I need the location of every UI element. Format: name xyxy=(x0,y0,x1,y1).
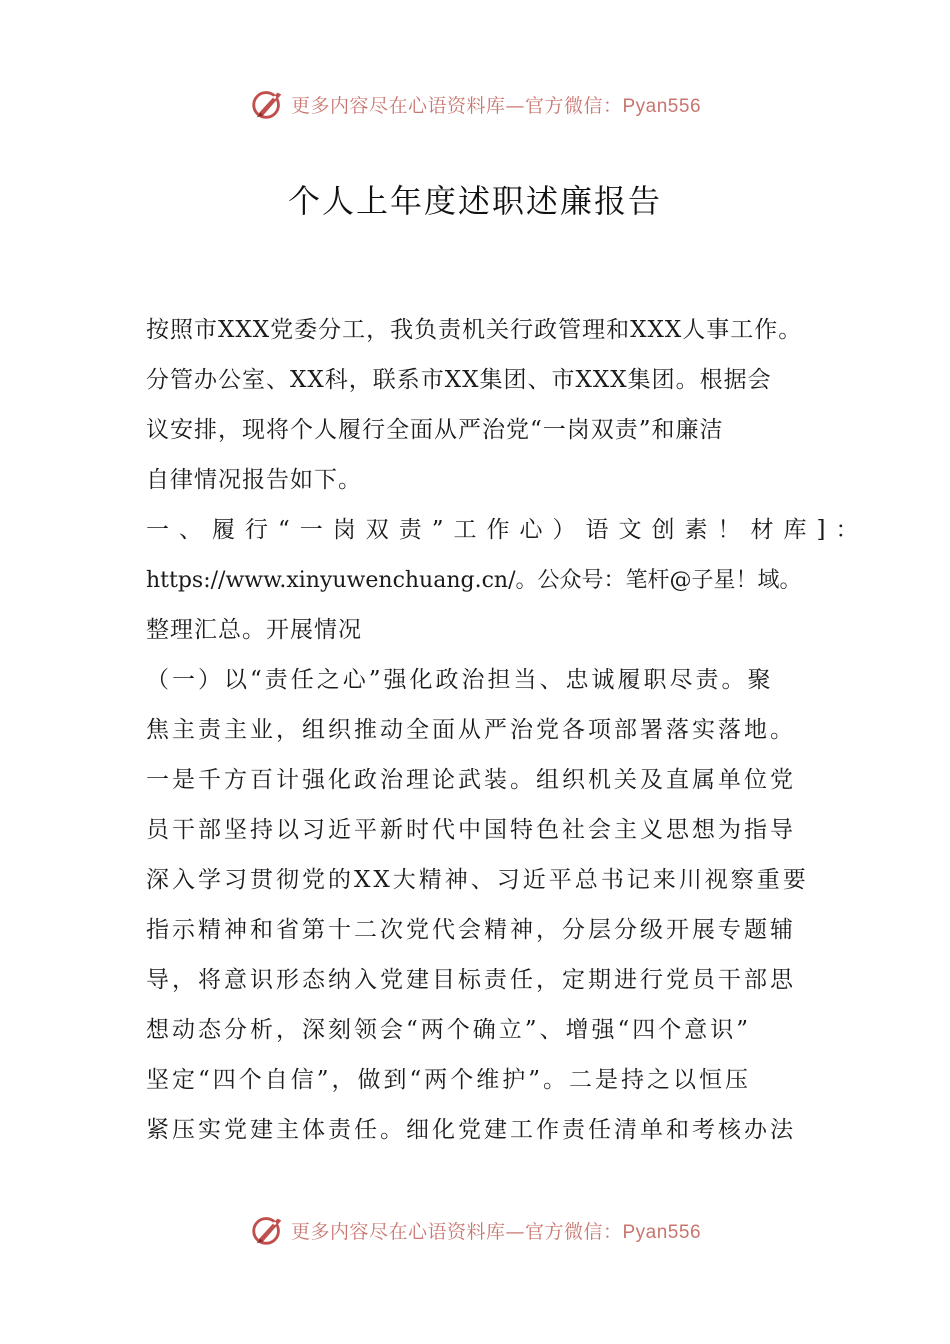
body-line: 议安排，现将个人履行全面从严治党“一岗双责”和廉洁 xyxy=(146,417,724,443)
body-line: 按照市XXX党委分工，我负责机关行政管理和XXX人事工作。 xyxy=(146,317,803,343)
body-line: 导，将意识形态纳入党建目标责任，定期进行党员干部思 xyxy=(146,967,796,993)
banner-official-label: 官方微信： xyxy=(524,1220,623,1243)
banner-main-text: 更多内容尽在心语资料库 xyxy=(290,1220,506,1243)
body-line: 员干部坚持以习近平新时代中国特色社会主义思想为指导 xyxy=(146,817,796,843)
body-line: 自律情况报告如下。 xyxy=(146,467,362,493)
body-line: 坚定“四个自信”，做到“两个维护”。二是持之以恒压 xyxy=(146,1067,752,1093)
body-line: 一、履行“一岗双责”工作心）语文创素！材库]： xyxy=(146,517,869,543)
body-line: 深入学习贯彻党的XX大精神、习近平总书记来川视察重要 xyxy=(146,867,809,893)
pen-logo-icon xyxy=(249,1211,287,1249)
document-title: 个人上年度述职述廉报告 xyxy=(287,182,662,220)
body-line: 想动态分析，深刻领会“两个确立”、增强“四个意识” xyxy=(146,1017,752,1043)
body-line: 分管办公室、XX科，联系市XX集团、市XXX集团。根据会 xyxy=(146,367,772,393)
banner-main-text: 更多内容尽在心语资料库 xyxy=(290,94,506,117)
banner-text xyxy=(291,1217,701,1244)
banner-dash: — xyxy=(505,1220,525,1243)
banner-text xyxy=(291,91,701,118)
body-line: 焦主责主业，组织推动全面从严治党各项部署落实落地。 xyxy=(146,717,796,743)
banner-dash: — xyxy=(505,94,525,117)
banner-wechat-id: Pyan556 xyxy=(622,1221,702,1243)
banner-wechat-id: Pyan556 xyxy=(622,95,702,117)
body-line: https://www.xinyuwenchuang.cn/。公众号：笔杆@子星！域。 xyxy=(146,568,802,593)
body-line: 紧压实党建主体责任。细化党建工作责任清单和考核办法 xyxy=(146,1117,796,1143)
header-banner xyxy=(0,84,950,124)
document-body xyxy=(146,305,869,1155)
body-line: 整理汇总。开展情况 xyxy=(146,617,362,643)
body-line-url xyxy=(146,555,826,605)
pen-logo-icon xyxy=(249,85,287,123)
body-line: 指示精神和省第十二次党代会精神，分层分级开展专题辅 xyxy=(146,917,796,943)
footer-banner xyxy=(0,1210,950,1250)
banner-official-label: 官方微信： xyxy=(524,94,623,117)
body-line: （一）以“责任之心”强化政治担当、忠诚履职尽责。聚 xyxy=(146,667,774,693)
body-line: 一是千方百计强化政治理论武装。组织机关及直属单位党 xyxy=(146,767,796,793)
